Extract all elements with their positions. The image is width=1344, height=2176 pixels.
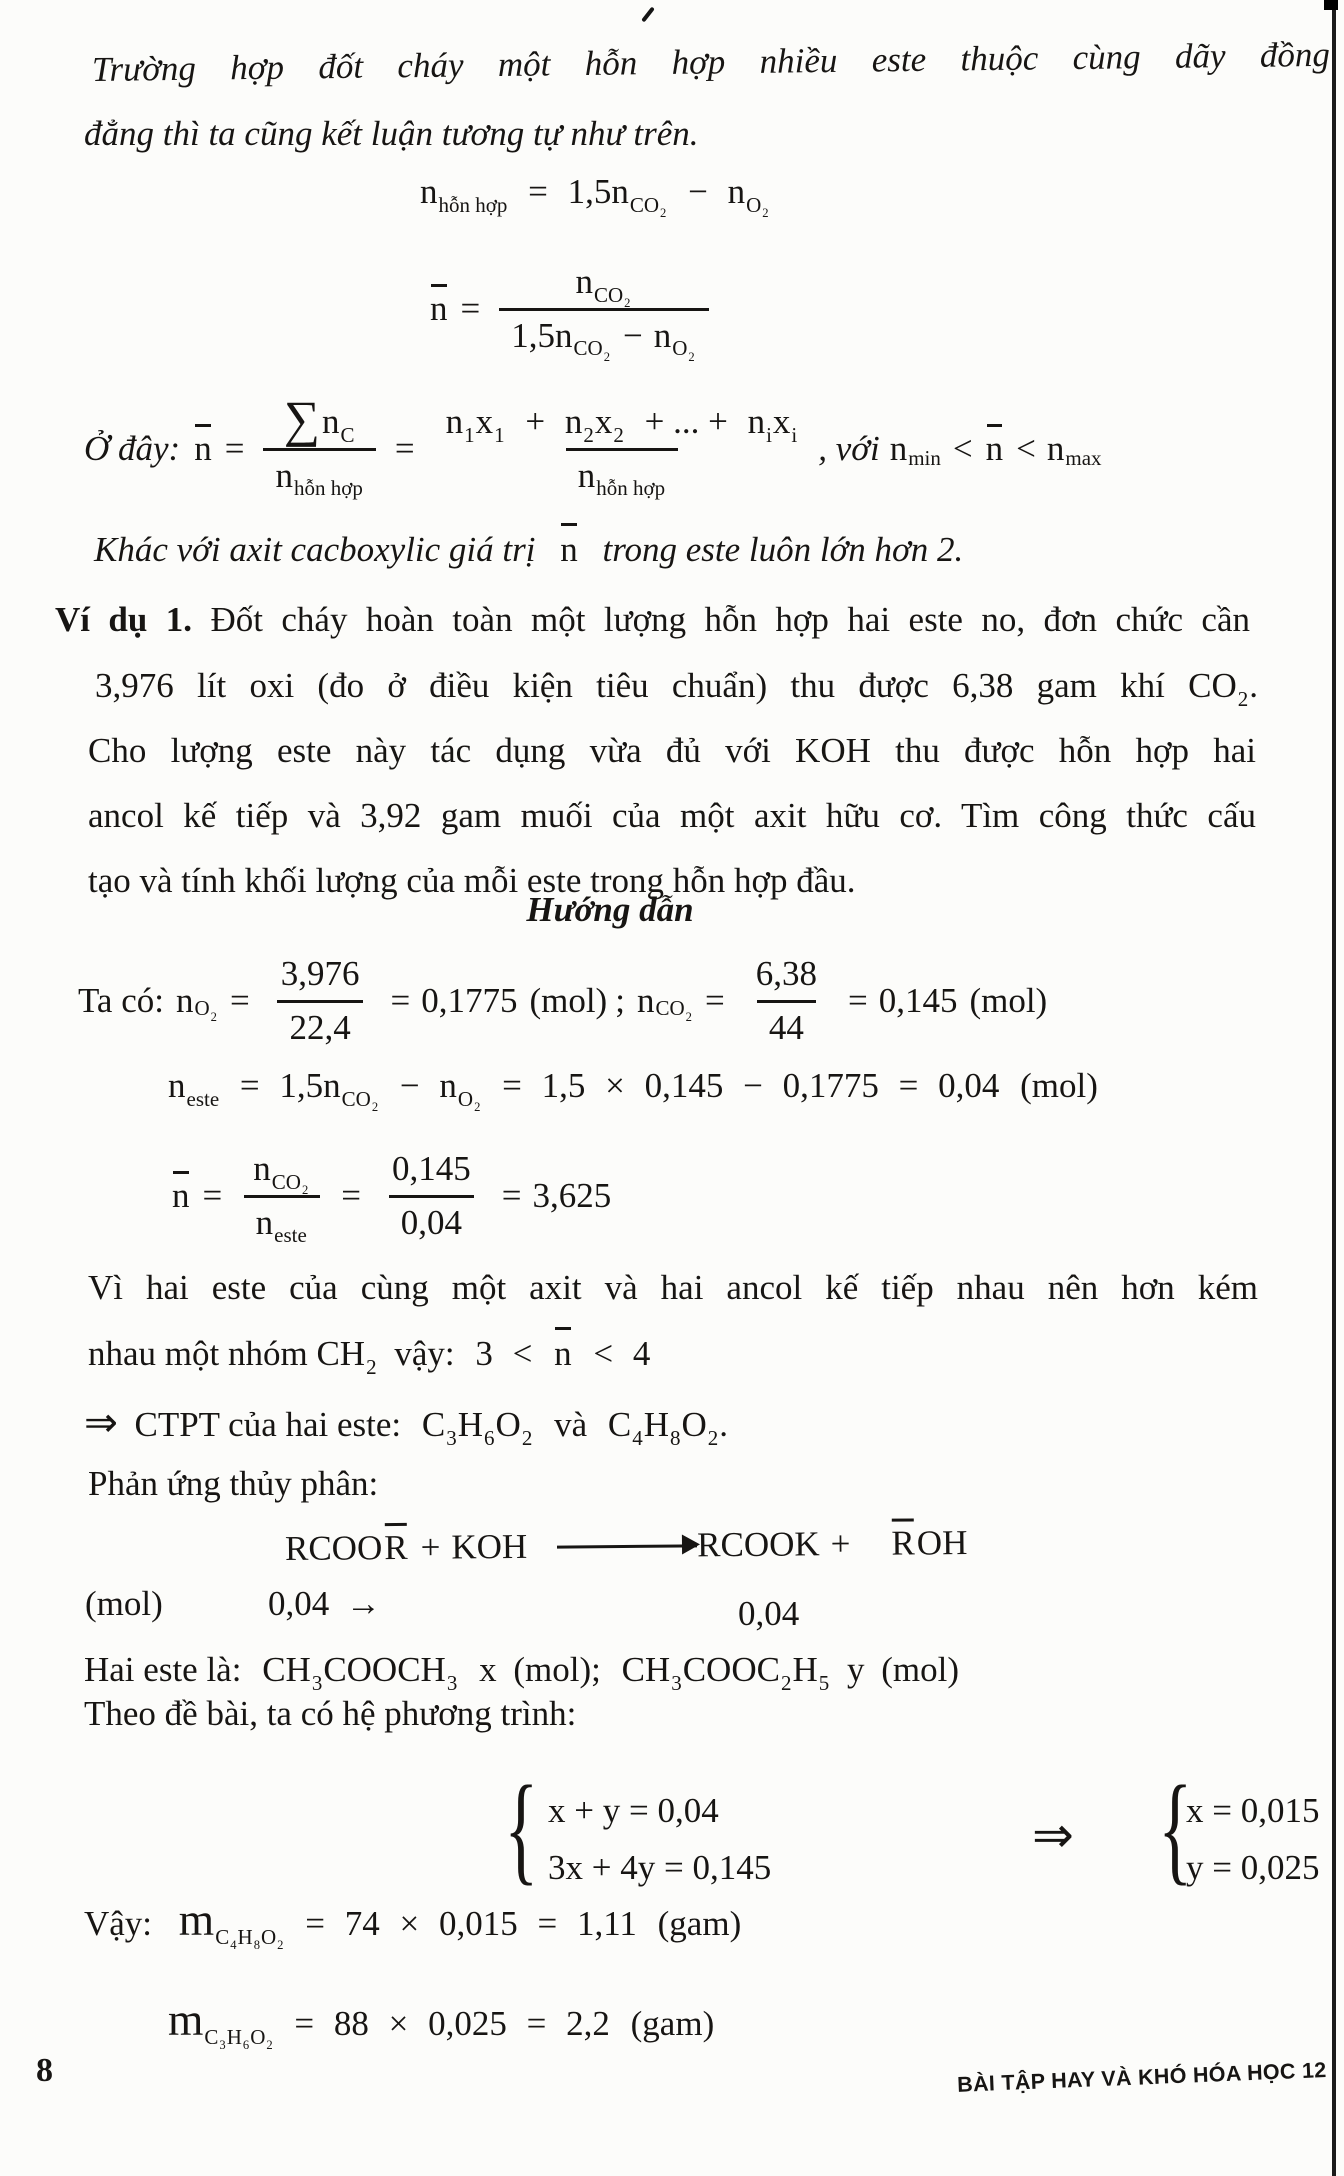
math-token: O: [194, 996, 210, 1021]
fraction-numerator: [272, 391, 368, 448]
math-token: 88: [333, 2004, 369, 2043]
math-token: x: [475, 402, 494, 442]
math-token: H: [643, 1405, 669, 1444]
math-token: 0,1775: [421, 980, 518, 1020]
math-token: =: [528, 172, 548, 211]
math-token: O: [746, 192, 762, 217]
nbar-variable: n: [552, 1332, 574, 1376]
fraction-denominator: 44: [757, 1000, 816, 1048]
math-sub: [341, 1086, 379, 1115]
khac-line: [94, 528, 963, 572]
math-token: 1,5n: [511, 315, 573, 355]
math-token: O: [457, 1086, 474, 1111]
page-corner-mark: [1324, 0, 1338, 10]
chem-token: KOH: [451, 1526, 528, 1567]
fraction: [263, 391, 375, 501]
math-token: C: [421, 1405, 446, 1444]
nbar-variable: n: [194, 428, 212, 468]
math-token: O: [260, 1924, 277, 1949]
math-sub: hỗn hợp: [596, 476, 666, 501]
math-token: +: [420, 1527, 441, 1567]
page-number: 8: [36, 2052, 53, 2089]
math-token: (mol): [969, 980, 1048, 1020]
math-sub: [655, 996, 692, 1024]
math-token: CO: [341, 1086, 371, 1111]
math-sub: 6: [242, 2038, 250, 2053]
text-segment: Đốt cháy hoàn toàn một lượng hỗn hợp hai este no, đơn chức cần: [210, 600, 1250, 639]
text-segment: CTPT của hai este:: [134, 1405, 402, 1444]
math-sub: 3: [219, 2038, 226, 2053]
math-sub: 3: [446, 1670, 458, 1695]
math-sub: 2: [685, 1009, 692, 1024]
math-token: ;: [615, 980, 625, 1020]
math-token: (mol);: [513, 1650, 601, 1689]
math-sub: i: [791, 423, 798, 448]
rbar-variable: R: [889, 1523, 917, 1563]
math-token: x: [479, 1650, 497, 1689]
rbar-variable: R: [382, 1528, 410, 1568]
math-token: n: [575, 262, 593, 302]
text-segment: và: [554, 1405, 588, 1444]
fraction-denominator: [263, 448, 375, 501]
math-token: 1,5n: [279, 1066, 341, 1105]
fraction: [499, 262, 708, 364]
math-sub: [746, 192, 769, 221]
text-segment: Khác với axit cacboxylic giá trị: [94, 530, 536, 569]
math-sub: este: [186, 1086, 220, 1111]
math-token: CO: [573, 336, 603, 361]
text-segment: trong este luôn lớn hơn 2.: [602, 530, 964, 569]
haieste-line: [84, 1648, 959, 1695]
math-sub: 2: [583, 423, 594, 448]
nbar-variable: n: [558, 528, 580, 572]
math-token: .: [719, 1405, 729, 1444]
math-token: −: [622, 315, 643, 355]
math-token: n: [445, 402, 464, 442]
math-sub: 2: [366, 1354, 377, 1379]
nbar-value-line: [170, 1140, 611, 1252]
math-token: n: [727, 172, 746, 211]
math-token: m: [168, 1994, 204, 2045]
system-solutions: [1186, 1782, 1320, 1897]
vidu-line-1: [55, 598, 1250, 642]
math-sub: 2: [301, 1183, 309, 1198]
math-token: −: [743, 1066, 763, 1105]
ctpt-line: [84, 1398, 728, 1448]
math-sub: 2: [624, 296, 631, 311]
nbar-variable: n: [430, 288, 448, 328]
math-sub: 8: [253, 1938, 260, 1953]
huongdan-heading: Hướng dẫn: [526, 890, 694, 929]
math-token: <: [952, 428, 973, 468]
math-sub: 2: [613, 423, 624, 448]
math-token: + ... +: [644, 402, 728, 442]
math-token: =: [460, 288, 481, 328]
math-token: C: [607, 1405, 632, 1444]
system-eq-1: x + y = 0,04: [548, 1791, 719, 1830]
math-token: +: [525, 402, 546, 442]
formula-nbar-sum: Ở đây: n = $\frac{\sum n_C}{n_{hỗn hợp}}$ = $\frac{n_1x_1 + n_2x_2 + ... + n_ix_i}{n_{hỗn hợp}}$ , với n min < n < n max: [84, 391, 1102, 501]
math-token: 1,5: [541, 1066, 586, 1105]
math-token: −: [688, 172, 708, 211]
math-token: 3,625: [532, 1175, 612, 1215]
math-token: n: [1046, 428, 1065, 468]
math-token: =: [501, 1175, 522, 1215]
math-token: CO: [271, 1170, 301, 1195]
math-token: 0,145: [644, 1066, 724, 1105]
chem-token: H: [792, 1650, 818, 1689]
math-token: <: [1016, 428, 1036, 468]
math-token: 0,015: [438, 1904, 518, 1943]
formula-nbar-definition: [428, 256, 717, 362]
intro-line-2: đẳng thì ta cũng kết luận tương tự như trên.: [84, 114, 699, 153]
fraction-numerator: [563, 262, 644, 311]
mol-amount-left: [268, 1582, 381, 1626]
math-token: 2,2: [566, 2004, 610, 2043]
math-sub: 6: [484, 1425, 495, 1450]
math-token: 3: [475, 1334, 493, 1373]
chem-token: RCOO: [284, 1528, 383, 1568]
math-token: x: [772, 402, 791, 442]
math-token: 0,04: [938, 1066, 1000, 1105]
math-sub: 2: [707, 1425, 719, 1450]
math-token: =: [305, 1904, 325, 1943]
chem-token: OH: [916, 1522, 968, 1563]
math-token: =: [394, 428, 415, 468]
math-sub: 2: [660, 206, 667, 221]
system-eq-2: 3x + 4y = 0,145: [548, 1848, 772, 1888]
chem-token: COOC: [682, 1650, 780, 1689]
math-token: n: [564, 402, 583, 442]
math-token: n: [321, 402, 340, 442]
math-sub: 2: [474, 1100, 481, 1115]
fraction-numerator: [241, 1149, 322, 1198]
chem-token: COOCH: [323, 1650, 446, 1689]
math-token: O: [672, 336, 688, 361]
math-token: n: [653, 315, 672, 355]
math-token: n: [253, 1149, 271, 1189]
math-sub: 2: [780, 1670, 792, 1695]
math-token: n: [889, 428, 908, 468]
math-token: O: [250, 2024, 266, 2049]
math-sub: 3: [671, 1670, 682, 1695]
math-sub: [215, 1924, 284, 1953]
math-token: =: [224, 428, 245, 468]
math-sub: 3: [311, 1670, 323, 1695]
math-sub: [457, 1086, 481, 1115]
fraction-numerator: 3,976: [280, 954, 360, 994]
math-token: =: [847, 980, 868, 1020]
math-token: C: [204, 2024, 219, 2049]
math-sub: 1: [464, 423, 475, 448]
math-token: (mol): [529, 980, 608, 1020]
implies-arrow: ⇒: [1032, 1807, 1074, 1863]
math-sub: 2: [266, 2038, 273, 2053]
math-token: O: [681, 1405, 707, 1444]
math-sub: 1: [494, 423, 505, 448]
math-sub: 5: [818, 1670, 830, 1695]
nbar-variable: n: [172, 1175, 190, 1215]
math-sub: [672, 336, 695, 364]
intro-line-1: Trường hợp đốt cháy một hỗn hợp nhiều este thuộc cùng dãy đồng: [91, 34, 1331, 89]
math-token: (mol): [1020, 1066, 1098, 1105]
math-token: =: [502, 1066, 522, 1105]
text-segment: nhau một nhóm CH: [88, 1334, 366, 1373]
reaction-equation: [285, 1513, 968, 1579]
math-token: <: [512, 1334, 533, 1373]
text-segment: .: [1249, 666, 1258, 705]
math-sub: [629, 192, 667, 221]
vidu-line-3: Cho lượng este này tác dụng vừa đủ với KOH thu được hỗn hợp hai: [88, 731, 1256, 770]
math-sub: 2: [277, 1938, 284, 1953]
math-token: H: [457, 1405, 484, 1444]
vidu-line-2: [95, 664, 1258, 711]
math-token: n: [275, 455, 293, 495]
system-sol-2: y = 0,025: [1186, 1848, 1320, 1888]
system-sol-1: x = 0,015: [1186, 1791, 1320, 1830]
math-token: =: [526, 2004, 547, 2043]
math-token: n: [439, 1066, 457, 1105]
fraction: [269, 954, 372, 1048]
math-sub: 4: [632, 1425, 643, 1450]
math-token: O: [495, 1405, 521, 1444]
text-segment: Hai este là:: [84, 1650, 242, 1689]
chem-token: CH: [262, 1650, 311, 1689]
chem-token: RCOOK: [697, 1524, 820, 1565]
math-token: <: [593, 1334, 614, 1373]
math-token: =: [390, 980, 411, 1020]
mol-label: (mol): [85, 1584, 163, 1623]
taco-label: Ta có:: [78, 980, 164, 1020]
math-sub: [593, 283, 631, 311]
nbar-variable: n: [985, 428, 1004, 468]
math-token: 4: [632, 1334, 651, 1373]
text-segment: vậy:: [394, 1334, 455, 1373]
math-sub: 3: [446, 1425, 457, 1450]
fraction-denominator: 0,04: [389, 1195, 474, 1243]
math-sub: [271, 1170, 309, 1198]
math-token: (mol): [881, 1650, 959, 1689]
math-token: CO: [593, 283, 624, 308]
math-sub: [194, 996, 217, 1024]
math-token: =: [202, 1175, 223, 1215]
fraction-denominator: [566, 448, 678, 501]
text-segment: 3,976 lít oxi (đo ở điều kiện tiêu chuẩn) thu được 6,38 gam khí CO: [95, 666, 1237, 705]
fraction-denominator: [244, 1195, 320, 1248]
math-token: (gam): [630, 2004, 715, 2043]
math-sub: 4: [230, 1938, 237, 1953]
math-token: x: [594, 402, 613, 442]
book-title-footer: BÀI TẬP HAY VÀ KHÓ HÓA HỌC 12: [956, 2058, 1327, 2097]
fraction: [434, 402, 811, 501]
math-token: C: [215, 1924, 230, 1949]
math-token: =: [537, 1904, 558, 1943]
mol-amount-right: 0,04: [738, 1594, 800, 1633]
scan-artifact-mark: [641, 7, 655, 23]
reaction-arrow-icon: [557, 1544, 697, 1548]
math-token: 1,5n: [567, 172, 629, 211]
math-token: =: [704, 980, 725, 1020]
math-token: 0,145: [878, 980, 958, 1020]
math-token: 0,04: [268, 1584, 330, 1623]
math-sub: este: [274, 1223, 307, 1248]
math-sub: [204, 2024, 273, 2053]
system-equations: [548, 1782, 771, 1897]
math-token: n: [175, 980, 194, 1020]
fraction: [744, 954, 829, 1048]
math-sub: 2: [210, 1009, 217, 1024]
math-sub: 2: [688, 349, 695, 364]
system-left-brace: {: [504, 1761, 539, 1896]
mass1-line: [84, 1892, 742, 1953]
math-token: 1,11: [576, 1904, 637, 1943]
math-token: , với: [818, 428, 880, 468]
math-token: ×: [388, 2004, 409, 2043]
math-token: n: [747, 402, 766, 442]
neste-formula-line: [168, 1064, 1098, 1115]
math-sub: hỗn hợp: [438, 192, 508, 217]
math-token: +: [830, 1523, 851, 1564]
math-token: n: [577, 455, 596, 495]
math-sub: 2: [762, 206, 769, 221]
taco-formula-line: [78, 945, 1047, 1057]
math-token: ×: [605, 1066, 625, 1105]
math-token: m: [178, 1894, 215, 1945]
math-sub: C: [340, 423, 355, 448]
math-token: H: [226, 2024, 242, 2049]
math-token: CO: [629, 192, 660, 217]
small-arrow: →: [346, 1584, 381, 1623]
math-token: n: [420, 172, 438, 211]
fraction: [241, 1149, 322, 1248]
math-token: y: [846, 1650, 865, 1689]
solution-left-brace: {: [1158, 1761, 1193, 1896]
vi-line-2: [88, 1332, 651, 1379]
fraction: [380, 1149, 483, 1243]
math-sub: 2: [1237, 686, 1249, 711]
fraction-denominator: [499, 308, 708, 364]
math-sub: [573, 336, 611, 364]
math-sub: 2: [603, 349, 610, 364]
math-token: 0,1775: [782, 1066, 879, 1105]
math-token: ×: [399, 1904, 420, 1943]
fraction-numerator: 0,145: [391, 1149, 471, 1189]
math-token: CO: [655, 996, 685, 1021]
phanung-line: Phản ứng thủy phân:: [88, 1464, 379, 1503]
theode-line: Theo đề bài, ta có hệ phương trình:: [84, 1694, 577, 1733]
math-sub: hỗn hợp: [293, 476, 363, 501]
sigma-symbol: ∑: [283, 391, 320, 448]
vidu-label: Ví dụ 1.: [55, 600, 193, 639]
formula-n-honhop: [420, 170, 771, 221]
chem-token: CH: [621, 1650, 671, 1689]
math-token: (gam): [657, 1904, 742, 1943]
fraction-numerator: [434, 402, 811, 447]
math-token: =: [229, 980, 250, 1020]
math-sub: 2: [521, 1425, 533, 1450]
math-token: 0,025: [428, 2004, 507, 2043]
math-token: H: [237, 1924, 253, 1949]
math-token: =: [239, 1066, 260, 1105]
page-edge-line: [1332, 0, 1336, 2176]
math-sub: 2: [371, 1100, 379, 1115]
fraction-numerator: 6,38: [755, 954, 817, 994]
vi-line-1: Vì hai este của cùng một axit và hai ancol kế tiếp nhau nên hơn kém: [88, 1268, 1258, 1307]
math-sub: i: [766, 423, 772, 448]
implies-arrow: ⇒: [84, 1400, 118, 1445]
math-token: =: [341, 1175, 361, 1215]
math-token: n: [636, 980, 655, 1020]
math-token: −: [399, 1066, 420, 1105]
math-token: =: [898, 1066, 919, 1105]
fraction-denominator: 22,4: [277, 1000, 362, 1048]
math-token: n: [255, 1202, 274, 1242]
math-sub: 8: [670, 1425, 681, 1450]
math-token: 74: [344, 1904, 380, 1943]
vidu-line-5: tạo và tính khối lượng của mỗi este trong hỗn hợp đầu.: [88, 861, 856, 900]
vay-label: Vậy:: [84, 1904, 153, 1943]
oday-label: Ở đây:: [84, 428, 181, 468]
vidu-line-4: ancol kế tiếp và 3,92 gam muối của một axit hữu cơ. Tìm công thức cấu: [88, 796, 1256, 835]
mass2-line: [168, 1992, 715, 2053]
math-token: =: [294, 2004, 315, 2043]
math-token: n: [168, 1066, 186, 1105]
